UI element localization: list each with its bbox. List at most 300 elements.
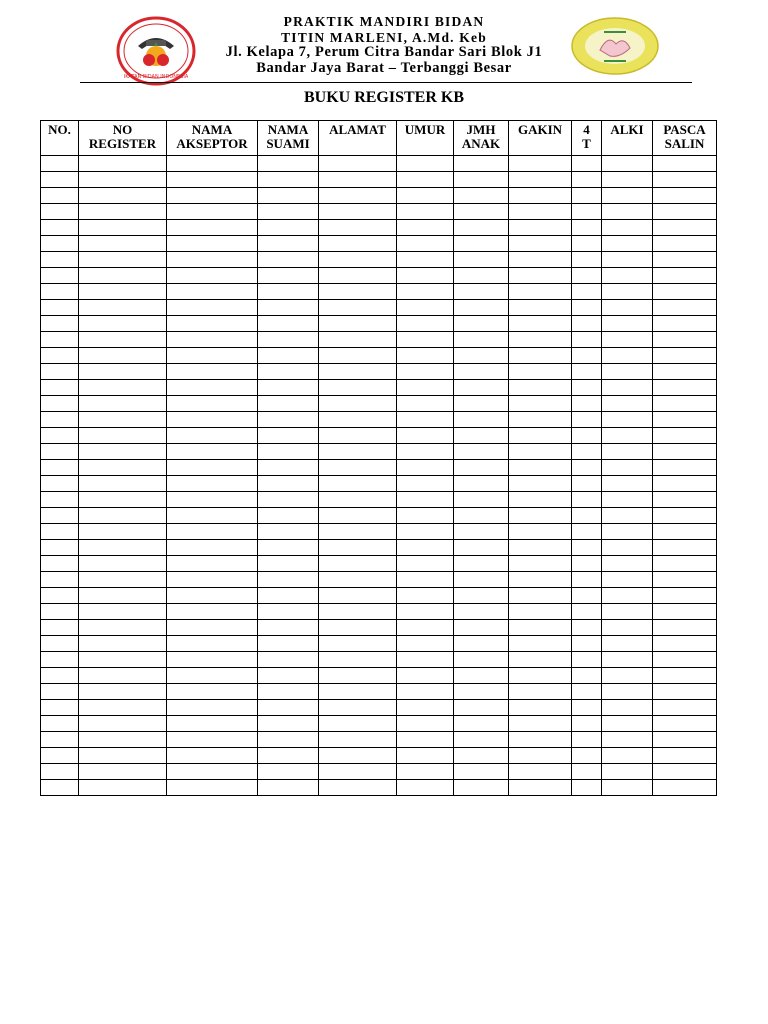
table-cell xyxy=(572,332,602,348)
table-cell xyxy=(41,156,79,172)
table-cell xyxy=(653,620,717,636)
table-cell xyxy=(653,572,717,588)
table-cell xyxy=(41,732,79,748)
table-cell xyxy=(653,332,717,348)
table-cell xyxy=(258,396,319,412)
table-cell xyxy=(454,268,509,284)
table-cell xyxy=(167,300,258,316)
table-cell xyxy=(454,668,509,684)
table-cell xyxy=(454,300,509,316)
table-cell xyxy=(653,716,717,732)
table-cell xyxy=(79,396,167,412)
table-cell xyxy=(79,172,167,188)
table-cell xyxy=(41,332,79,348)
table-cell xyxy=(319,588,397,604)
table-row xyxy=(41,428,717,444)
table-cell xyxy=(41,220,79,236)
table-cell xyxy=(258,460,319,476)
table-cell xyxy=(509,236,572,252)
table-cell xyxy=(397,460,454,476)
table-row xyxy=(41,684,717,700)
table-cell xyxy=(653,476,717,492)
table-cell xyxy=(397,172,454,188)
table-cell xyxy=(167,764,258,780)
table-cell xyxy=(454,588,509,604)
table-cell xyxy=(41,556,79,572)
table-cell xyxy=(397,684,454,700)
table-cell xyxy=(509,588,572,604)
table-cell xyxy=(454,220,509,236)
table-cell xyxy=(397,540,454,556)
table-cell xyxy=(41,188,79,204)
address-line-1: Jl. Kelapa 7, Perum Citra Bandar Sari Blok J1 xyxy=(225,44,543,60)
table-row xyxy=(41,332,717,348)
table-cell xyxy=(572,284,602,300)
column-header-text: ANAK xyxy=(461,136,501,151)
table-row xyxy=(41,508,717,524)
table-cell xyxy=(397,524,454,540)
table-cell xyxy=(572,780,602,796)
table-cell xyxy=(397,284,454,300)
table-cell xyxy=(258,348,319,364)
table-cell xyxy=(454,716,509,732)
table-cell xyxy=(454,764,509,780)
table-cell xyxy=(602,780,653,796)
table-cell xyxy=(454,156,509,172)
table-cell xyxy=(454,204,509,220)
letterhead-text xyxy=(200,14,568,76)
table-cell xyxy=(653,556,717,572)
table-cell xyxy=(167,444,258,460)
table-cell xyxy=(602,716,653,732)
table-cell xyxy=(509,524,572,540)
ibi-logo-icon xyxy=(116,16,196,86)
table-cell xyxy=(602,700,653,716)
table-cell xyxy=(572,460,602,476)
table-row xyxy=(41,700,717,716)
table-cell xyxy=(653,428,717,444)
table-cell xyxy=(602,220,653,236)
table-cell xyxy=(572,716,602,732)
table-cell xyxy=(509,620,572,636)
table-cell xyxy=(41,540,79,556)
table-cell xyxy=(258,332,319,348)
table-cell xyxy=(319,684,397,700)
table-cell xyxy=(572,588,602,604)
table-cell xyxy=(602,764,653,780)
table-cell xyxy=(79,188,167,204)
table-cell xyxy=(397,204,454,220)
table-cell xyxy=(258,636,319,652)
table-cell xyxy=(572,380,602,396)
table-cell xyxy=(509,396,572,412)
table-row xyxy=(41,524,717,540)
table-cell xyxy=(509,220,572,236)
table-cell xyxy=(79,604,167,620)
table-cell xyxy=(397,668,454,684)
table-row xyxy=(41,492,717,508)
column-header xyxy=(653,121,717,156)
table-cell xyxy=(572,652,602,668)
table-cell xyxy=(258,556,319,572)
column-header xyxy=(572,121,602,156)
table-cell xyxy=(258,492,319,508)
table-cell xyxy=(258,316,319,332)
table-cell xyxy=(258,604,319,620)
table-cell xyxy=(79,508,167,524)
table-cell xyxy=(397,316,454,332)
table-cell xyxy=(41,492,79,508)
table-cell xyxy=(509,268,572,284)
table-cell xyxy=(454,396,509,412)
table-cell xyxy=(572,524,602,540)
table-cell xyxy=(653,540,717,556)
table-cell xyxy=(572,556,602,572)
table-cell xyxy=(397,780,454,796)
column-header-text: NAMA xyxy=(191,122,233,137)
register-table xyxy=(40,120,717,796)
table-cell xyxy=(167,668,258,684)
table-cell xyxy=(319,556,397,572)
table-cell xyxy=(509,492,572,508)
table-cell xyxy=(319,636,397,652)
table-cell xyxy=(572,172,602,188)
table-cell xyxy=(41,284,79,300)
table-cell xyxy=(79,236,167,252)
table-cell xyxy=(653,732,717,748)
table-cell xyxy=(79,252,167,268)
table-row xyxy=(41,252,717,268)
table-cell xyxy=(509,508,572,524)
table-cell xyxy=(653,588,717,604)
table-cell xyxy=(454,604,509,620)
column-header-text: ALAMAT xyxy=(329,122,386,137)
table-cell xyxy=(602,316,653,332)
table-cell xyxy=(41,444,79,460)
table-cell xyxy=(454,284,509,300)
table-cell xyxy=(41,348,79,364)
table-cell xyxy=(509,316,572,332)
table-cell xyxy=(653,700,717,716)
table-cell xyxy=(602,172,653,188)
column-header-text: NAMA xyxy=(267,122,309,137)
table-cell xyxy=(397,380,454,396)
table-cell xyxy=(319,412,397,428)
table-cell xyxy=(653,204,717,220)
table-cell xyxy=(79,732,167,748)
table-cell xyxy=(41,604,79,620)
table-cell xyxy=(653,652,717,668)
table-row xyxy=(41,380,717,396)
table-cell xyxy=(319,524,397,540)
table-cell xyxy=(602,508,653,524)
table-cell xyxy=(319,620,397,636)
table-cell xyxy=(509,284,572,300)
table-cell xyxy=(258,380,319,396)
table-cell xyxy=(602,572,653,588)
table-cell xyxy=(397,556,454,572)
table-cell xyxy=(454,252,509,268)
table-cell xyxy=(79,620,167,636)
table-cell xyxy=(319,252,397,268)
table-cell xyxy=(653,396,717,412)
table-cell xyxy=(572,396,602,412)
table-cell xyxy=(509,348,572,364)
column-header-text: NO xyxy=(112,122,133,137)
table-cell xyxy=(79,588,167,604)
letterhead-divider xyxy=(80,82,692,83)
table-cell xyxy=(397,396,454,412)
table-cell xyxy=(509,556,572,572)
table-cell xyxy=(167,252,258,268)
table-cell xyxy=(79,268,167,284)
table-cell xyxy=(41,524,79,540)
table-cell xyxy=(509,364,572,380)
table-cell xyxy=(167,620,258,636)
table-cell xyxy=(167,492,258,508)
table-cell xyxy=(41,700,79,716)
table-cell xyxy=(572,668,602,684)
table-cell xyxy=(572,492,602,508)
table-cell xyxy=(454,332,509,348)
table-cell xyxy=(41,620,79,636)
table-cell xyxy=(258,764,319,780)
table-row xyxy=(41,540,717,556)
table-cell xyxy=(397,572,454,588)
table-cell xyxy=(454,236,509,252)
table-row xyxy=(41,620,717,636)
bidan-delima-logo-icon xyxy=(570,16,660,76)
table-cell xyxy=(653,748,717,764)
table-cell xyxy=(79,556,167,572)
table-cell xyxy=(41,268,79,284)
table-cell xyxy=(602,460,653,476)
column-header xyxy=(397,121,454,156)
table-cell xyxy=(454,380,509,396)
table-cell xyxy=(79,572,167,588)
table-cell xyxy=(602,428,653,444)
table-cell xyxy=(41,588,79,604)
table-cell xyxy=(258,268,319,284)
table-cell xyxy=(167,732,258,748)
table-cell xyxy=(572,700,602,716)
table-cell xyxy=(602,444,653,460)
table-cell xyxy=(258,684,319,700)
table-cell xyxy=(509,188,572,204)
table-cell xyxy=(79,204,167,220)
table-cell xyxy=(258,364,319,380)
table-cell xyxy=(258,540,319,556)
table-cell xyxy=(41,684,79,700)
table-cell xyxy=(397,636,454,652)
table-cell xyxy=(454,556,509,572)
table-cell xyxy=(602,620,653,636)
table-cell xyxy=(653,492,717,508)
table-cell xyxy=(41,300,79,316)
table-cell xyxy=(397,652,454,668)
table-cell xyxy=(454,540,509,556)
table-cell xyxy=(397,220,454,236)
table-cell xyxy=(602,524,653,540)
table-cell xyxy=(167,700,258,716)
table-cell xyxy=(454,172,509,188)
table-cell xyxy=(397,508,454,524)
table-cell xyxy=(258,476,319,492)
table-cell xyxy=(572,444,602,460)
table-cell xyxy=(454,524,509,540)
table-cell xyxy=(167,476,258,492)
column-header-text: 4 xyxy=(583,122,590,137)
table-cell xyxy=(319,428,397,444)
table-cell xyxy=(79,348,167,364)
table-cell xyxy=(41,764,79,780)
table-cell xyxy=(454,700,509,716)
table-cell xyxy=(572,364,602,380)
table-cell xyxy=(79,156,167,172)
table-cell xyxy=(653,764,717,780)
table-cell xyxy=(397,332,454,348)
table-cell xyxy=(319,332,397,348)
table-cell xyxy=(602,348,653,364)
table-cell xyxy=(602,412,653,428)
table-cell xyxy=(397,476,454,492)
table-cell xyxy=(319,540,397,556)
table-cell xyxy=(167,556,258,572)
table-cell xyxy=(509,476,572,492)
table-cell xyxy=(41,668,79,684)
table-cell xyxy=(258,412,319,428)
table-cell xyxy=(319,188,397,204)
letterhead xyxy=(0,0,768,90)
table-cell xyxy=(397,732,454,748)
column-header-text: NO. xyxy=(48,122,71,137)
table-cell xyxy=(454,476,509,492)
table-row xyxy=(41,172,717,188)
table-cell xyxy=(602,188,653,204)
table-cell xyxy=(653,380,717,396)
table-cell xyxy=(572,428,602,444)
table-row xyxy=(41,652,717,668)
table-cell xyxy=(509,764,572,780)
table-cell xyxy=(602,732,653,748)
table-cell xyxy=(509,572,572,588)
table-cell xyxy=(509,156,572,172)
table-cell xyxy=(572,636,602,652)
table-cell xyxy=(258,652,319,668)
table-cell xyxy=(41,508,79,524)
table-cell xyxy=(258,732,319,748)
table-cell xyxy=(397,188,454,204)
table-cell xyxy=(572,252,602,268)
table-cell xyxy=(319,652,397,668)
table-cell xyxy=(319,572,397,588)
table-cell xyxy=(397,364,454,380)
column-header xyxy=(79,121,167,156)
table-row xyxy=(41,604,717,620)
table-cell xyxy=(602,652,653,668)
column-header-text: JMH xyxy=(466,122,496,137)
document-title: BUKU REGISTER KB xyxy=(303,89,465,106)
table-cell xyxy=(509,732,572,748)
table-cell xyxy=(572,348,602,364)
table-cell xyxy=(79,364,167,380)
table-row xyxy=(41,220,717,236)
table-cell xyxy=(258,156,319,172)
table-cell xyxy=(79,380,167,396)
table-cell xyxy=(258,284,319,300)
table-cell xyxy=(258,444,319,460)
table-cell xyxy=(319,732,397,748)
table-cell xyxy=(509,540,572,556)
table-cell xyxy=(258,700,319,716)
table-row xyxy=(41,588,717,604)
table-cell xyxy=(509,172,572,188)
table-cell xyxy=(79,540,167,556)
table-cell xyxy=(397,348,454,364)
table-cell xyxy=(319,284,397,300)
table-cell xyxy=(167,540,258,556)
table-cell xyxy=(41,780,79,796)
table-cell xyxy=(397,588,454,604)
table-cell xyxy=(319,348,397,364)
table-cell xyxy=(79,332,167,348)
table-cell xyxy=(454,508,509,524)
table-cell xyxy=(509,300,572,316)
table-cell xyxy=(319,780,397,796)
table-cell xyxy=(653,156,717,172)
table-cell xyxy=(258,588,319,604)
column-header-text: PASCA xyxy=(663,122,706,137)
table-cell xyxy=(602,636,653,652)
table-cell xyxy=(602,684,653,700)
table-cell xyxy=(41,364,79,380)
table-cell xyxy=(602,156,653,172)
table-row xyxy=(41,284,717,300)
table-cell xyxy=(509,652,572,668)
table-row xyxy=(41,204,717,220)
address-line-2: Bandar Jaya Barat – Terbanggi Besar xyxy=(256,59,512,76)
table-cell xyxy=(167,748,258,764)
table-row xyxy=(41,348,717,364)
table-cell xyxy=(258,508,319,524)
table-cell xyxy=(509,252,572,268)
table-cell xyxy=(258,572,319,588)
table-cell xyxy=(319,444,397,460)
column-header xyxy=(509,121,572,156)
table-row xyxy=(41,236,717,252)
table-cell xyxy=(572,156,602,172)
table-cell xyxy=(653,444,717,460)
table-cell xyxy=(509,716,572,732)
table-cell xyxy=(653,508,717,524)
column-header-text: UMUR xyxy=(404,122,446,137)
table-cell xyxy=(454,620,509,636)
table-body xyxy=(41,156,717,796)
table-cell xyxy=(509,604,572,620)
column-header-text: SALIN xyxy=(664,136,705,151)
table-cell xyxy=(79,412,167,428)
table-cell xyxy=(79,652,167,668)
table-cell xyxy=(602,380,653,396)
table-cell xyxy=(258,236,319,252)
table-cell xyxy=(454,316,509,332)
table-cell xyxy=(167,284,258,300)
table-cell xyxy=(79,428,167,444)
table-cell xyxy=(319,668,397,684)
table-cell xyxy=(79,700,167,716)
table-cell xyxy=(397,156,454,172)
table-cell xyxy=(602,252,653,268)
